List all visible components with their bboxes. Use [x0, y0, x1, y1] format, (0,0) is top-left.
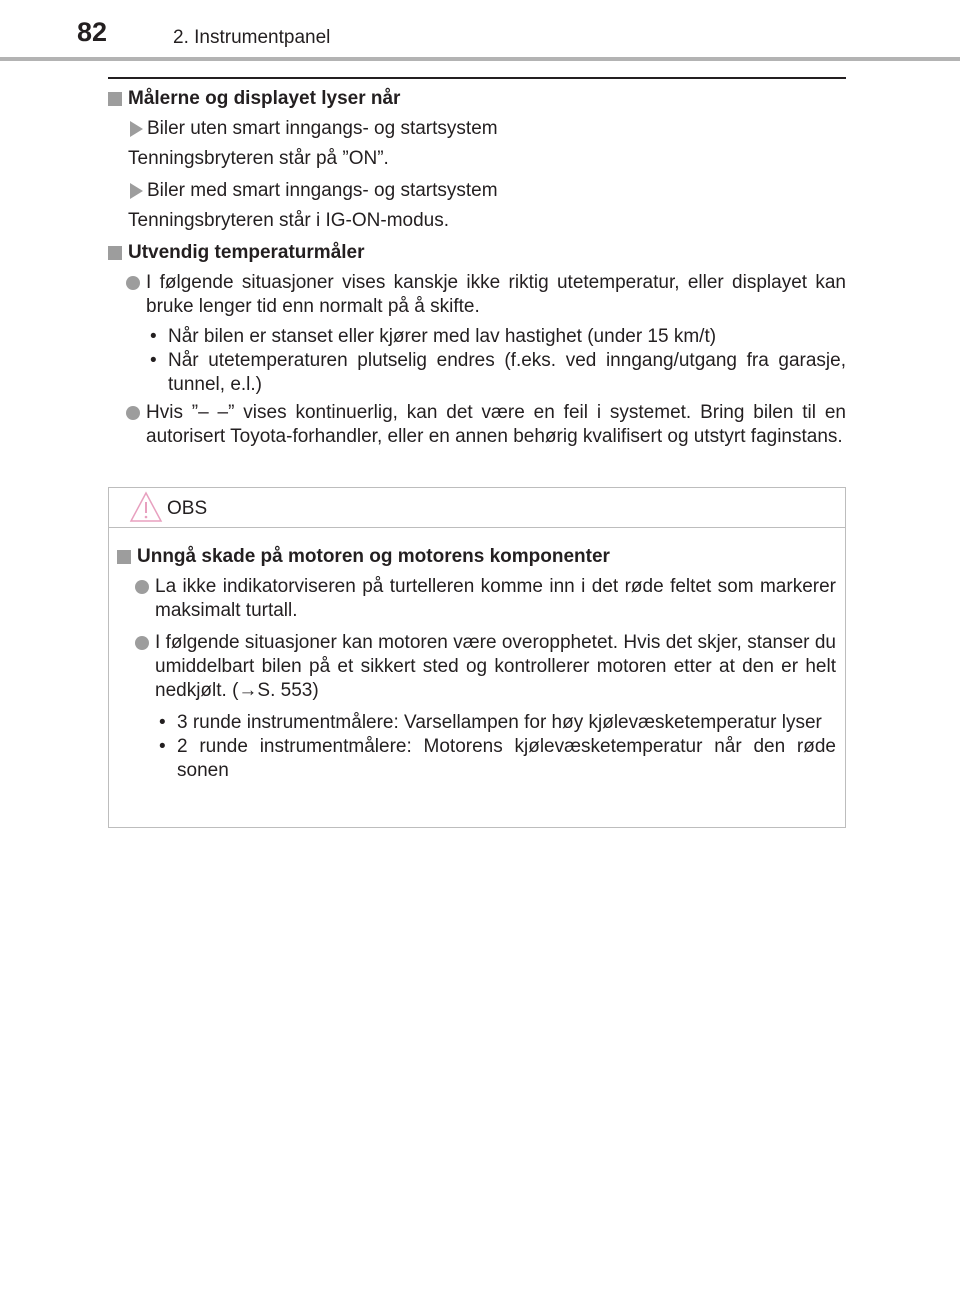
- dash-bullet-icon: •: [150, 350, 157, 371]
- circle-bullet-icon: [126, 406, 140, 420]
- page-number: 82: [77, 17, 108, 47]
- sub-heading-label: Biler med smart inngangs- og startsystem: [147, 180, 498, 201]
- circle-bullet-icon: [135, 636, 149, 650]
- warning-triangle-icon: [129, 491, 163, 523]
- header-divider: [0, 57, 960, 61]
- dash-bullet-icon: •: [159, 736, 166, 757]
- circle-bullet-icon: [126, 276, 140, 290]
- square-bullet-icon: [117, 550, 131, 564]
- square-bullet-icon: [108, 246, 122, 260]
- bullet-text: Hvis ”– –” vises kontinuerlig, kan det være en feil i systemet. Bring bilen til en autorisert Toyota-forhandler, eller en annen behørig kvalifisert og utstyrt faginstans.: [146, 402, 846, 447]
- triangle-bullet-icon: [130, 183, 143, 199]
- list-item: [155, 711, 836, 735]
- section-heading: [108, 87, 846, 111]
- notice-header: [109, 488, 845, 528]
- bullet-item: [135, 631, 836, 703]
- dash-list: [155, 711, 836, 783]
- sub-heading-label: Biler uten smart inngangs- og startsystem: [147, 118, 498, 139]
- chapter-title: 2. Instrumentpanel: [173, 27, 331, 48]
- list-item: [146, 325, 846, 349]
- body-text: Tenningsbryteren står i IG-ON-modus.: [128, 210, 450, 231]
- notice-label: OBS: [167, 498, 208, 519]
- bullet-item: [126, 271, 846, 319]
- section-title: Målerne og displayet lyser når: [128, 88, 401, 109]
- body-text: Tenningsbryteren står på ”ON”.: [128, 148, 389, 169]
- list-item-text: 2 runde instrumentmålere: Motorens kjølevæsketemperatur når den røde sonen: [177, 736, 836, 781]
- notice-title: Unngå skade på motoren og motorens komponenter: [137, 546, 610, 567]
- bullet-item: [126, 401, 846, 449]
- sub-heading: [130, 179, 846, 203]
- bullet-text: I følgende situasjoner vises kanskje ikke riktig utetemperatur, eller displayet kan bruke lenger tid enn normalt på å skifte.: [146, 272, 846, 317]
- notice-box: [108, 487, 846, 828]
- notice-heading: [117, 545, 836, 569]
- section-heading: [108, 241, 846, 265]
- dash-bullet-icon: •: [150, 326, 157, 347]
- bullet-text: I følgende situasjoner kan motoren være overopphetet. Hvis det skjer, stanser du umiddelbart bilen på et sikkert sted og kontrollerer motoren etter at den er helt nedkjølt. (→S. 553): [155, 632, 836, 701]
- sub-heading: [130, 117, 846, 141]
- dash-list: [146, 325, 846, 397]
- bullet-item: [135, 575, 836, 623]
- list-item-text: Når utetemperaturen plutselig endres (f.eks. ved inngang/utgang fra garasje, tunnel, e.l.): [168, 350, 846, 395]
- list-item-text: 3 runde instrumentmålere: Varsellampen for høy kjølevæsketemperatur lyser: [177, 712, 822, 733]
- dash-bullet-icon: •: [159, 712, 166, 733]
- list-item-text: Når bilen er stanset eller kjører med lav hastighet (under 15 km/t): [168, 326, 717, 347]
- list-item: [155, 735, 836, 783]
- circle-bullet-icon: [135, 580, 149, 594]
- notice-body: [109, 528, 845, 783]
- bullet-text: La ikke indikatorviseren på turtelleren komme inn i det røde feltet som markerer maksimalt turtall.: [155, 576, 836, 621]
- list-item: [146, 349, 846, 397]
- page-header: [0, 0, 960, 62]
- square-bullet-icon: [108, 92, 122, 106]
- section-divider: [108, 77, 846, 79]
- triangle-bullet-icon: [130, 121, 143, 137]
- section-title: Utvendig temperaturmåler: [128, 242, 365, 263]
- main-content: [108, 87, 846, 455]
